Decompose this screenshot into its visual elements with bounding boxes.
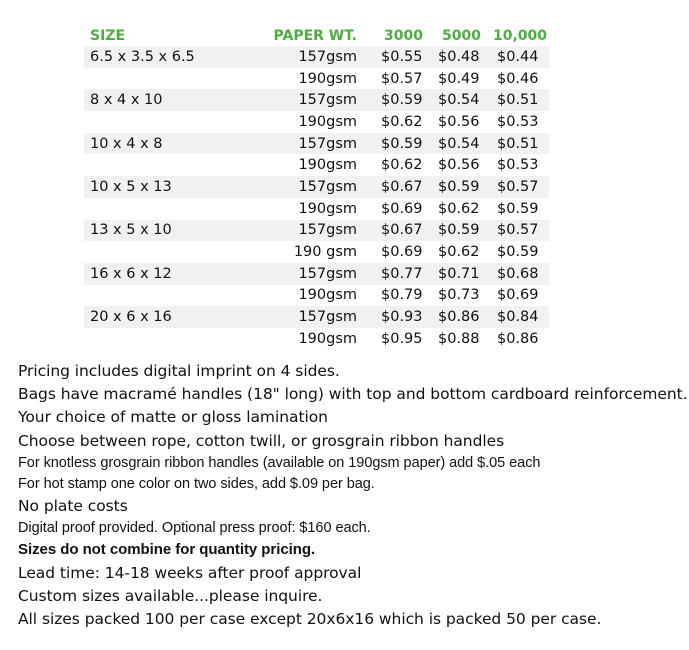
- size-cell: 10 x 4 x 8: [90, 135, 163, 152]
- price-5000-cell: $0.86: [438, 309, 480, 326]
- note-custom-sizes: Custom sizes available...please inquire.: [18, 587, 323, 606]
- note-plate-costs: No plate costs: [18, 497, 128, 516]
- table-header-row: [84, 26, 549, 46]
- table-row: [84, 198, 549, 220]
- price-3000-cell: $0.59: [381, 135, 423, 152]
- table-row: [84, 328, 549, 350]
- price-3000-cell: $0.57: [381, 70, 423, 87]
- price-5000-cell: $0.62: [438, 244, 480, 261]
- paper-cell: 190gsm: [298, 287, 357, 304]
- price-10000-cell: $0.51: [497, 135, 539, 152]
- price-10000-cell: $0.51: [497, 92, 539, 109]
- price-10000-cell: $0.84: [497, 309, 539, 326]
- price-3000-cell: $0.67: [381, 178, 423, 195]
- paper-cell: 190gsm: [298, 330, 357, 347]
- table-row: [84, 46, 549, 68]
- price-3000-cell: $0.69: [381, 200, 423, 217]
- paper-cell: 157gsm: [298, 92, 357, 109]
- table-row: [84, 263, 549, 285]
- price-10000-cell: $0.53: [497, 157, 539, 174]
- price-5000-cell: $0.71: [438, 265, 480, 282]
- price-10000-cell: $0.53: [497, 113, 539, 130]
- table-row: [84, 285, 549, 307]
- price-3000-cell: $0.77: [381, 265, 423, 282]
- table-row: [84, 154, 549, 176]
- table-row: [84, 306, 549, 328]
- note-quantity-pricing: Sizes do not combine for quantity pricing.: [18, 541, 316, 559]
- table-row: [84, 68, 549, 90]
- table-row: [84, 220, 549, 242]
- price-3000-cell: $0.55: [381, 48, 423, 65]
- note-hot-stamp: For hot stamp one color on two sides, add $.09 per bag.: [18, 476, 375, 493]
- paper-cell: 190gsm: [298, 200, 357, 217]
- paper-cell: 157gsm: [298, 265, 357, 282]
- price-10000-cell: $0.44: [497, 48, 539, 65]
- note-macrame-handles: Bags have macramé handles (18" long) with top and bottom cardboard reinforcement.: [18, 385, 688, 404]
- table-row: [84, 133, 549, 155]
- price-10000-cell: $0.57: [497, 178, 539, 195]
- header-size: SIZE: [90, 28, 126, 44]
- price-3000-cell: $0.69: [381, 244, 423, 261]
- paper-cell: 157gsm: [298, 178, 357, 195]
- table-row: [84, 241, 549, 263]
- note-packing: All sizes packed 100 per case except 20x6x16 which is packed 50 per case.: [18, 610, 602, 629]
- price-3000-cell: $0.93: [381, 309, 423, 326]
- price-3000-cell: $0.95: [381, 330, 423, 347]
- note-grosgrain-upcharge: For knotless grosgrain ribbon handles (available on 190gsm paper) add $.05 each: [18, 455, 541, 472]
- note-handle-choice: Choose between rope, cotton twill, or grosgrain ribbon handles: [18, 431, 505, 450]
- paper-cell: 157gsm: [298, 309, 357, 326]
- product-notes: [18, 359, 688, 631]
- note-proofs: Digital proof provided. Optional press proof: $160 each.: [18, 520, 371, 537]
- size-cell: 10 x 5 x 13: [90, 178, 172, 195]
- paper-cell: 157gsm: [298, 48, 357, 65]
- header-qty-3000: 3000: [384, 28, 423, 44]
- price-5000-cell: $0.88: [438, 330, 480, 347]
- price-5000-cell: $0.73: [438, 287, 480, 304]
- price-10000-cell: $0.59: [497, 200, 539, 217]
- paper-cell: 157gsm: [298, 222, 357, 239]
- size-cell: 8 x 4 x 10: [90, 92, 163, 109]
- price-10000-cell: $0.69: [497, 287, 539, 304]
- paper-cell: 190gsm: [298, 113, 357, 130]
- note-lamination: Your choice of matte or gloss lamination: [18, 408, 328, 427]
- price-5000-cell: $0.56: [438, 113, 480, 130]
- header-qty-10000: 10,000: [493, 28, 548, 44]
- price-5000-cell: $0.48: [438, 48, 480, 65]
- price-3000-cell: $0.59: [381, 92, 423, 109]
- price-3000-cell: $0.79: [381, 287, 423, 304]
- paper-cell: 190gsm: [298, 70, 357, 87]
- paper-cell: 190gsm: [298, 157, 357, 174]
- price-5000-cell: $0.56: [438, 157, 480, 174]
- price-10000-cell: $0.46: [497, 70, 539, 87]
- price-table: [84, 26, 549, 350]
- note-lead-time: Lead time: 14-18 weeks after proof approval: [18, 563, 362, 582]
- price-5000-cell: $0.59: [438, 178, 480, 195]
- price-5000-cell: $0.59: [438, 222, 480, 239]
- paper-cell: 190 gsm: [293, 244, 357, 261]
- table-row: [84, 176, 549, 198]
- paper-cell: 157gsm: [298, 135, 357, 152]
- size-cell: 6.5 x 3.5 x 6.5: [90, 48, 195, 65]
- header-qty-5000: 5000: [442, 28, 481, 44]
- table-row: [84, 111, 549, 133]
- price-3000-cell: $0.67: [381, 222, 423, 239]
- price-10000-cell: $0.59: [497, 244, 539, 261]
- price-5000-cell: $0.62: [438, 200, 480, 217]
- price-3000-cell: $0.62: [381, 113, 423, 130]
- price-3000-cell: $0.62: [381, 157, 423, 174]
- note-digital-imprint: Pricing includes digital imprint on 4 sides.: [18, 361, 340, 380]
- price-5000-cell: $0.49: [438, 70, 480, 87]
- size-cell: 20 x 6 x 16: [90, 309, 172, 326]
- header-paper-weight: PAPER WT.: [273, 28, 357, 44]
- size-cell: 16 x 6 x 12: [90, 265, 172, 282]
- price-10000-cell: $0.68: [497, 265, 539, 282]
- price-5000-cell: $0.54: [438, 92, 480, 109]
- price-10000-cell: $0.57: [497, 222, 539, 239]
- table-row: [84, 89, 549, 111]
- price-5000-cell: $0.54: [438, 135, 480, 152]
- price-10000-cell: $0.86: [497, 330, 539, 347]
- size-cell: 13 x 5 x 10: [90, 222, 172, 239]
